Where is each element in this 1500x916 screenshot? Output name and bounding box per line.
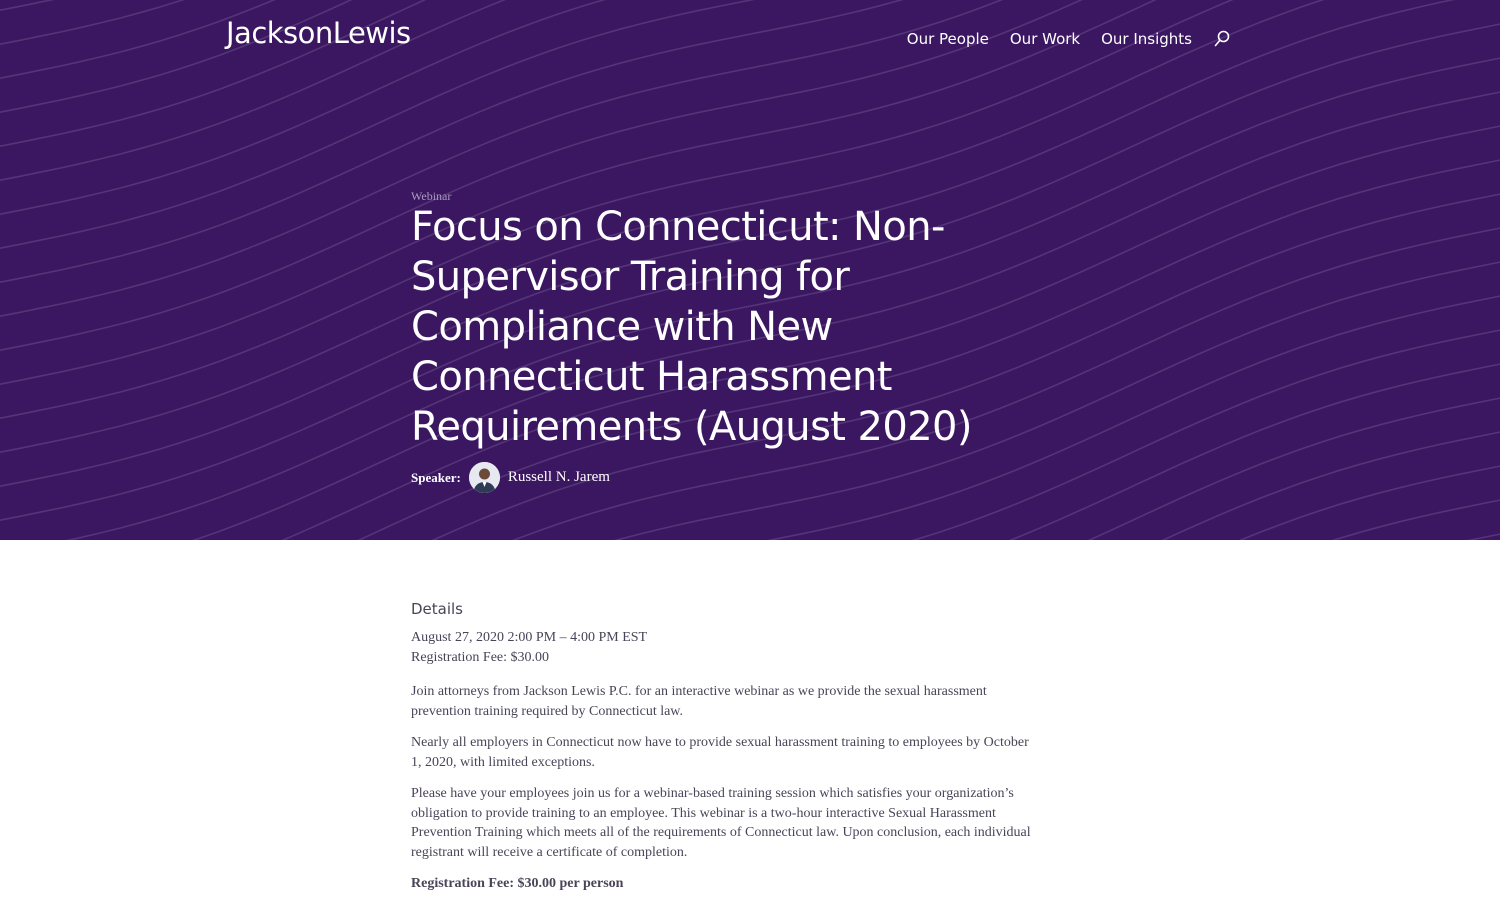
title-line: Focus on Connecticut: Non- bbox=[411, 204, 945, 250]
page-title bbox=[411, 202, 991, 452]
speaker-avatar[interactable] bbox=[469, 462, 500, 493]
speaker-label: Speaker: bbox=[411, 469, 461, 485]
title-line: Connecticut Harassment bbox=[411, 354, 892, 400]
title-line: Compliance with New bbox=[411, 304, 833, 350]
description-paragraph: Please have your employees join us for a webinar-based training session which satisfies your organization’s obligation to provide training to an employee. This webinar is a two-hour interactive Sexual Harassment Prevention Training which meets all of the requirements of Connecticut law. Upon conclusion, each individual registrant will receive a certificate of completion. bbox=[411, 786, 1031, 860]
site-logo[interactable]: JacksonLewis bbox=[226, 16, 411, 50]
main-nav bbox=[886, 30, 1230, 48]
search-icon[interactable] bbox=[1214, 30, 1230, 48]
person-avatar-icon bbox=[469, 462, 500, 493]
event-meta bbox=[411, 628, 1041, 667]
registration-fee-bold: Registration Fee: $30.00 per person bbox=[411, 876, 624, 891]
title-line: Supervisor Training for bbox=[411, 254, 850, 300]
event-fee: Registration Fee: $30.00 bbox=[411, 649, 550, 665]
description-paragraph: Nearly all employers in Connecticut now have to provide sexual harassment training to employees by October 1, 2020, with limited exceptions. bbox=[411, 735, 1029, 770]
nav-our-insights[interactable]: Our Insights bbox=[1101, 30, 1192, 48]
description-paragraph: Join attorneys from Jackson Lewis P.C. for an interactive webinar as we provide the sexual harassment prevention training required by Connecticut law. bbox=[411, 684, 987, 719]
content-type-label: Webinar bbox=[411, 189, 452, 203]
speaker-name-link[interactable]: Russell N. Jarem bbox=[507, 469, 610, 485]
speaker-row bbox=[411, 462, 610, 493]
details-heading: Details bbox=[411, 600, 464, 618]
nav-our-work[interactable]: Our Work bbox=[1009, 30, 1081, 48]
title-line: Requirements (August 2020) bbox=[411, 404, 972, 450]
nav-our-people[interactable]: Our People bbox=[906, 30, 989, 48]
event-date: August 27, 2020 2:00 PM – 4:00 PM EST bbox=[411, 630, 648, 645]
details-section bbox=[411, 600, 1041, 894]
